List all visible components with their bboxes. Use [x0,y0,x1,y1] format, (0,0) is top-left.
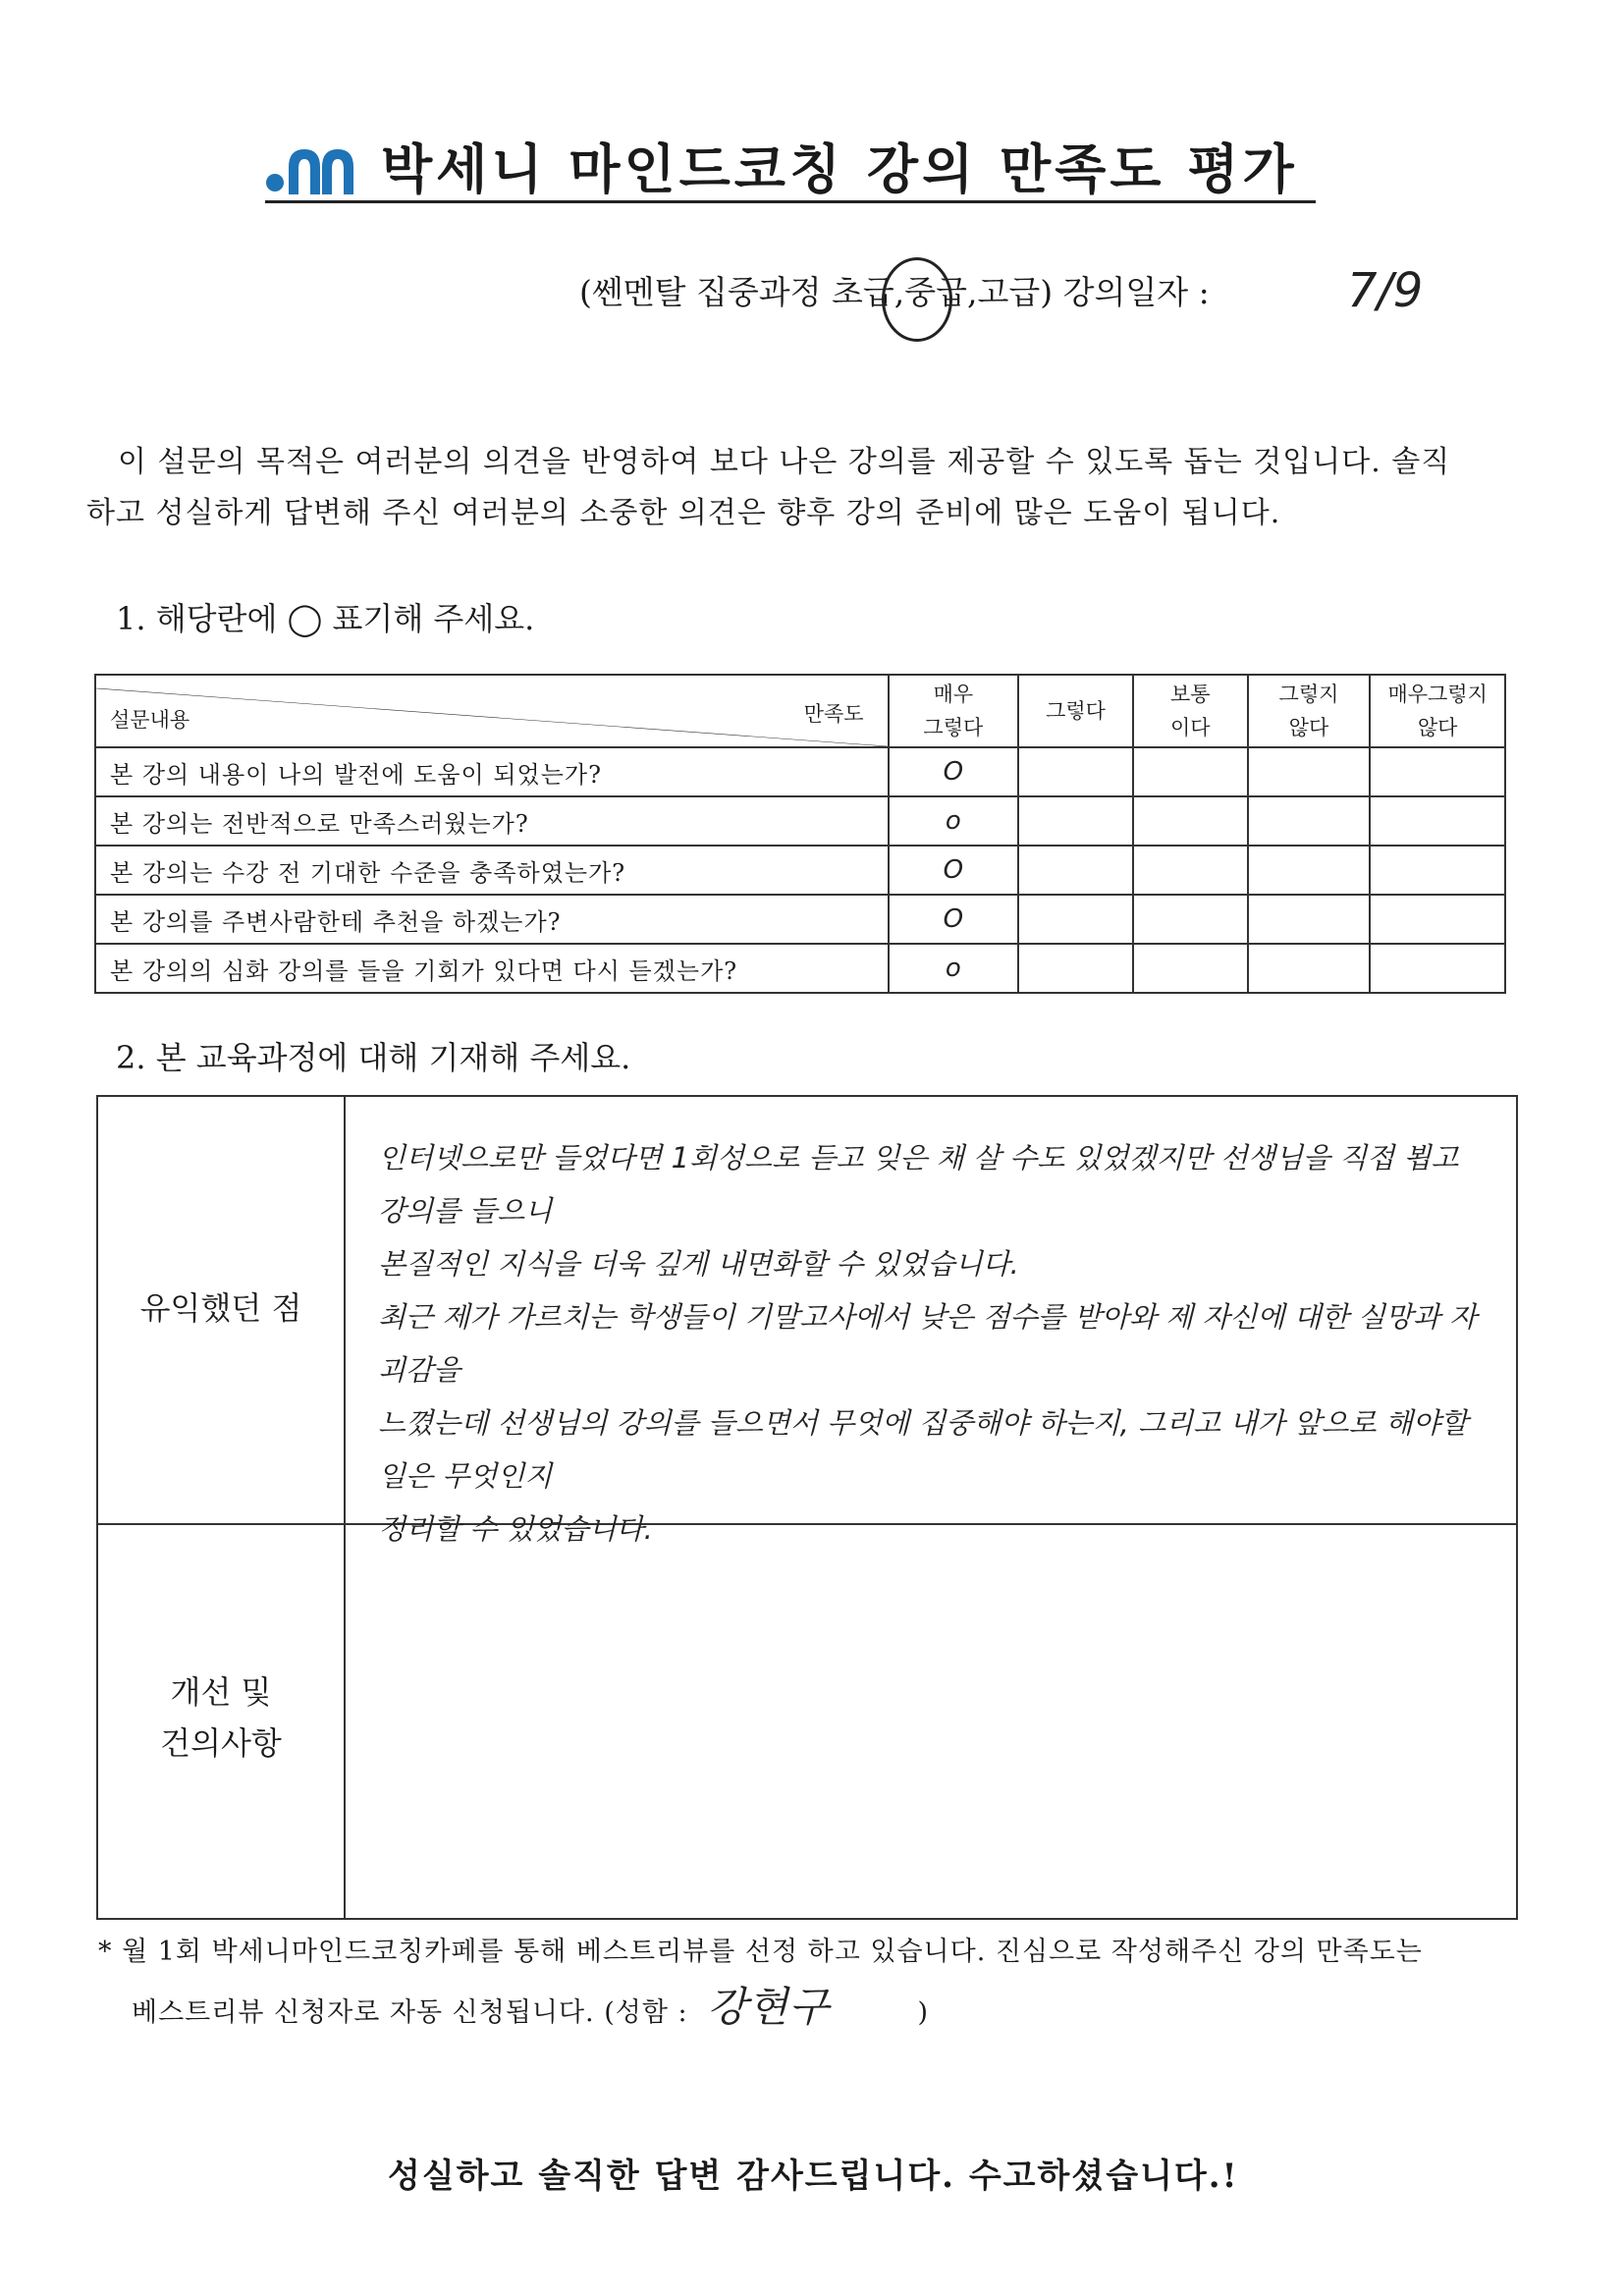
col2-line1: 그렇다 [1046,699,1106,723]
col-header-4 [1248,675,1371,747]
improve-label-line-2: 건의사항 [160,1724,282,1762]
col-header-3 [1133,675,1248,747]
question-cell: 본 강의 내용이 나의 발전에 도움이 되었는가? [95,747,889,796]
answer-cell[interactable] [1370,846,1505,895]
answer-cell[interactable] [1248,747,1371,796]
table-row [95,895,1505,944]
closing-message: 성실하고 솔직한 답변 감사드립니다. 수고하셨습니다.! [388,2157,1239,2196]
note-line-2-suffix: ) [917,1997,930,2028]
table-row [95,747,1505,796]
answer-cell[interactable] [1370,796,1505,846]
col-header-5 [1370,675,1505,747]
answer-cell[interactable] [1133,796,1248,846]
col5-line2: 않다 [1417,716,1458,739]
table-row [95,796,1505,846]
note-line-1: * 월 1회 박세니마인드코칭카페를 통해 베스트리뷰를 선정 하고 있습니다. 진심으로 작성해주신 강의 만족도는 [98,1937,1423,1967]
answer-cell[interactable] [1370,747,1505,796]
answer-mark[interactable]: o [889,796,1019,846]
review-note [98,1925,1522,2041]
answer-mark[interactable]: O [889,747,1019,796]
section1-heading: 1. 해당란에 ◯ 표기해 주세요. [116,600,535,637]
answer-cell[interactable] [1248,796,1371,846]
box-vertical-divider [344,1097,346,1918]
improve-label [98,1667,344,1769]
question-cell: 본 강의는 수강 전 기대한 수준을 충족하였는가? [95,846,889,895]
brand-logo [265,137,355,196]
answer-cell[interactable] [1370,944,1505,993]
header-diagonal-cell [95,675,889,747]
answer-cell[interactable] [1133,895,1248,944]
answer-cell[interactable] [1248,846,1371,895]
answer-cell[interactable] [1018,796,1133,846]
col4-line1: 그렇지 [1278,683,1339,706]
intro-line-1: 이 설문의 목적은 여러분의 의견을 반영하여 보다 나은 강의를 제공할 수 있도록 돕는 것입니다. 솔직 [118,445,1451,479]
answer-cell[interactable] [1370,895,1505,944]
col4-line2: 않다 [1288,716,1329,739]
answer-cell[interactable] [1133,846,1248,895]
answer-line: 느꼈는데 선생님의 강의를 들으면서 무엇에 집중해야 하는지, 그리고 내가 앞으로 해야할 일은 무엇인지 [378,1406,1468,1493]
lecture-date: 7/9 [1347,263,1424,318]
col-header-2 [1018,675,1133,747]
table-row [95,944,1505,993]
selected-level-circle [882,257,952,342]
note-line-2-prefix: 베스트리뷰 신청자로 자동 신청됩니다. (성함 : [132,1997,688,2028]
answer-cell[interactable] [1018,747,1133,796]
answer-cell[interactable] [1018,895,1133,944]
col3-line1: 보통 [1169,683,1211,706]
comments-box [96,1095,1518,1920]
col1-line1: 매우 [933,683,974,706]
col-header-1 [889,675,1019,747]
question-cell: 본 강의는 전반적으로 만족스러웠는가? [95,796,889,846]
header-left-label: 설문내용 [110,708,190,732]
signature-name[interactable]: 강현구 [707,1983,830,2031]
answer-line: 본질적인 지식을 더욱 깊게 내면화할 수 있었습니다. [378,1247,1019,1281]
answer-line: 인터넷으로만 들었다면 1회성으로 듣고 잊은 채 살 수도 있었겠지만 선생님을 직접 뵙고 강의를 들으니 [378,1141,1459,1228]
answer-mark[interactable]: O [889,895,1019,944]
page-title: 박세니 마인드코칭 강의 만족도 평가 [381,137,1298,200]
improve-label-line-1: 개선 및 [170,1673,272,1711]
useful-answer[interactable] [378,1131,1488,1556]
question-cell: 본 강의의 심화 강의를 들을 기회가 있다면 다시 듣겠는가? [95,944,889,993]
answer-cell[interactable] [1133,944,1248,993]
answer-cell[interactable] [1133,747,1248,796]
col1-line2: 그렇다 [923,716,984,739]
rating-header-row [95,675,1505,747]
rating-table [94,674,1506,994]
section2-heading: 2. 본 교육과정에 대해 기재해 주세요. [116,1039,631,1076]
useful-label: 유익했던 점 [139,1289,302,1327]
note-line-2 [98,1980,1522,2041]
title-block [265,128,1316,206]
answer-cell[interactable] [1018,846,1133,895]
header-right-label: 만족도 [803,702,864,726]
title-underline [265,200,1316,203]
answer-mark[interactable]: O [889,846,1019,895]
course-line: (쎈멘탈 집중과정 초급,중급,고급) 강의일자 : [579,273,1210,311]
col3-line2: 이다 [1169,716,1211,739]
intro-line-2: 하고 성실하게 답변해 주신 여러분의 소중한 의견은 향후 강의 준비에 많은 도움이 됩니다. [86,496,1281,530]
answer-line: 정리할 수 있었습니다. [378,1512,653,1546]
answer-cell[interactable] [1248,895,1371,944]
intro-text [86,437,1520,539]
answer-mark[interactable]: o [889,944,1019,993]
answer-line: 최근 제가 가르치는 학생들이 기말고사에서 낮은 점수를 받아와 제 자신에 대한 실망과 자괴감을 [378,1300,1478,1387]
diagonal-line [96,676,888,746]
table-row [95,846,1505,895]
answer-cell[interactable] [1018,944,1133,993]
col5-line1: 매우그렇지 [1387,683,1488,706]
answer-cell[interactable] [1248,944,1371,993]
question-cell: 본 강의를 주변사람한테 추천을 하겠는가? [95,895,889,944]
